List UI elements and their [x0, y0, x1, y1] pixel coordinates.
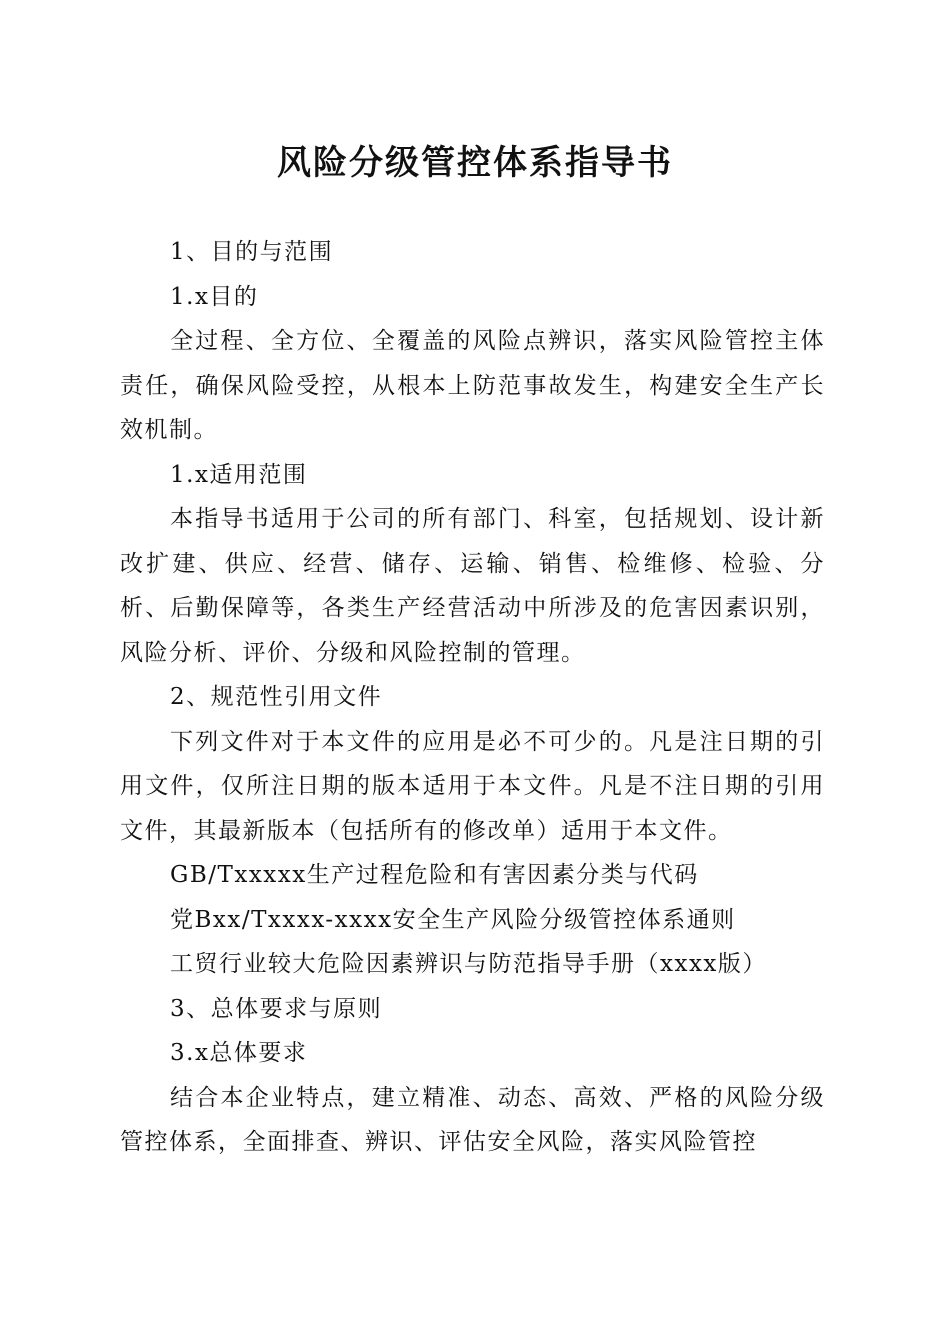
reference-item-2: 党Bxx/Txxxx-xxxx安全生产风险分级管控体系通则	[170, 906, 736, 933]
section-heading-purpose-scope: 1、目的与范围	[170, 239, 334, 265]
reference-item-1: GB/Txxxxx生产过程危险和有害因素分类与代码	[170, 862, 699, 888]
paragraph-references: 下列文件对于本文件的应用是必不可少的。凡是注日期的引用文件，仅所注日期的版本适用于本文件。凡是不注日期的引用文件，其最新版本（包括所有的修改单）适用于本文件。	[120, 728, 825, 844]
paragraph-scope: 本指导书适用于公司的所有部门、科室，包括规划、设计新改扩建、供应、经营、储存、运输、销售、检维修、检验、分析、后勤保障等，各类生产经营活动中所涉及的危害因素识别，风险分析、评价、分级和风险控制的管理。	[120, 506, 825, 666]
section-heading-requirements: 3、总体要求与原则	[170, 995, 383, 1022]
document-body	[120, 230, 825, 1165]
document-title: 风险分级管控体系指导书	[277, 143, 673, 183]
subsection-heading-general-requirements: 3.x总体要求	[170, 1040, 308, 1066]
subsection-heading-scope: 1.x适用范围	[170, 461, 308, 488]
paragraph-purpose: 全过程、全方位、全覆盖的风险点辨识，落实风险管控主体责任，确保风险受控，从根本上防范事故发生，构建安全生产长效机制。	[120, 328, 825, 443]
paragraph-general-requirements: 结合本企业特点，建立精准、动态、高效、严格的风险分级管控体系，全面排查、辨识、评估安全风险，落实风险管控	[120, 1084, 825, 1155]
section-heading-references: 2、规范性引用文件	[170, 684, 383, 710]
subsection-heading-purpose: 1.x目的	[170, 283, 259, 310]
reference-item-3: 工贸行业较大危险因素辨识与防范指导手册（xxxx版）	[170, 951, 767, 977]
